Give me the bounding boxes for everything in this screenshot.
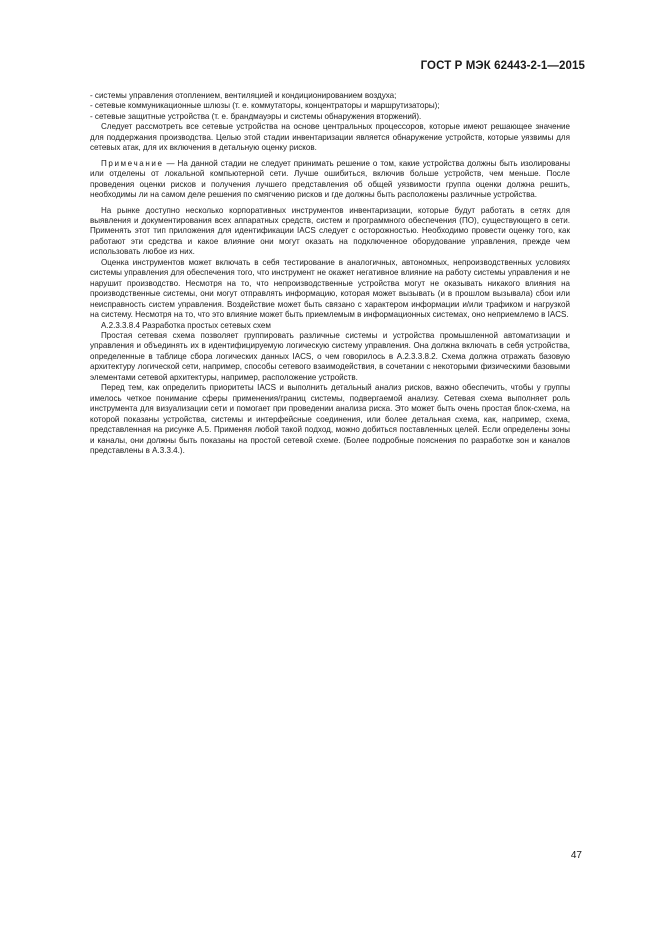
paragraph-network-diagram: Простая сетевая схема позволяет группировать различные системы и устройства промышленной автоматизации и управления и объединять их в идентифицируемую логическую систему управления. Она должна включать в себя устройства, определенные в таблице сбора логических данных IACS, о чем говорилось в А.2.3.3.8.2. Схема должна отражать базовую архитектуру логической сети, например, способы сетевого взаимодействия, в сочетании с некоторыми физическими базовыми элементами сетевой архитектуры, например, расположение устройств. bbox=[90, 330, 570, 382]
note-text: — На данной стадии не следует принимать решение о том, какие устройства должны быть изолированы или отделены от локальной компьютерной сети. Лучше ошибиться, включив больше устройств, чем меньше. После проведения оценки рисков и получения лучшего представления об общей уязвимости группа оценки должна решить, необходимы ли на самом деле решения по смягчению рисков и где должны быть расположены различные устройства. bbox=[90, 158, 570, 200]
page-number: 47 bbox=[570, 850, 582, 861]
paragraph-inventory-tools: На рынке доступно несколько корпоративных инструментов инвентаризации, которые будут работать в сетях для выявления и документирования всех аппаратных средств, систем и программного обеспечения (ПО), существующего в сети. Применять этот тип приложения для идентификации IACS следует с осторожностью. Необходимо провести оценку того, как работают эти средства и какое влияние они могут оказать на подключенное оборудование управления, прежде чем использовать любое из них. bbox=[90, 205, 570, 257]
page-body bbox=[90, 91, 570, 456]
note-label: Примечание bbox=[101, 158, 164, 168]
list-item: - сетевые защитные устройства (т. е. брандмауэры и системы обнаружения вторжений). bbox=[90, 111, 422, 121]
paragraph-prioritization: Перед тем, как определить приоритеты IACS и выполнить детальный анализ рисков, важно обеспечить, чтобы у группы имелось четкое понимание сферы применения/границ системы, подвергаемой анализу. Сетевая схема выполняет роль инструмента для визуализации сети и помогает при проведении анализа риска. Это может быть очень простая блок-схема, на которой показаны устройства, системы и интерфейсные соединения, или более детальная схема, как, например, схема, представленная на рисунке А.5. Применяя любой такой подход, можно добиться поставленных целей. Если определены зоны и каналы, они должны быть показаны на простой сетевой схеме. (Более подробные пояснения по разработке зон и каналов представлены в А.3.3.4.). bbox=[90, 383, 570, 455]
list-item: - системы управления отоплением, вентиляцией и кондиционированием воздуха; bbox=[90, 91, 397, 100]
paragraph-tool-evaluation: Оценка инструментов может включать в себя тестирование в аналогичных, автономных, непроизводственных условиях системы управления для обеспечения того, что инструмент не окажет негативное влияние на работу системы управления и не нарушит производство. Несмотря на то, что непроизводственные устройства могут не оказывать никакого влияния на производственные системы, они могут отправлять информацию, которая может вызывать (и в прошлом вызывала) сбои или неисправность систем управления. Воздействие может быть связано с характером информации и/или трафиком и нагрузкой на систему. Несмотря на то, что это влияние может быть приемлемым в информационных системах, оно неприемлемо в IACS. bbox=[90, 257, 570, 320]
document-header: ГОСТ Р МЭК 62443-2-1—2015 bbox=[420, 60, 585, 72]
note-paragraph bbox=[90, 159, 570, 201]
paragraph-cpu-devices: Следует рассмотреть все сетевые устройства на основе центральных процессоров, которые имеют решающее значение для поддержания производства. Целью этой стадии инвентаризации является обнаружение устройств, которые уязвимы для сетевых атак, для их включения в детальную оценку рисков. bbox=[90, 122, 570, 153]
subsection-heading: А.2.3.3.8.4 Разработка простых сетевых схем bbox=[101, 320, 271, 330]
list-item: - сетевые коммуникационные шлюзы (т. е. коммутаторы, концентраторы и маршрутизаторы); bbox=[90, 101, 440, 111]
